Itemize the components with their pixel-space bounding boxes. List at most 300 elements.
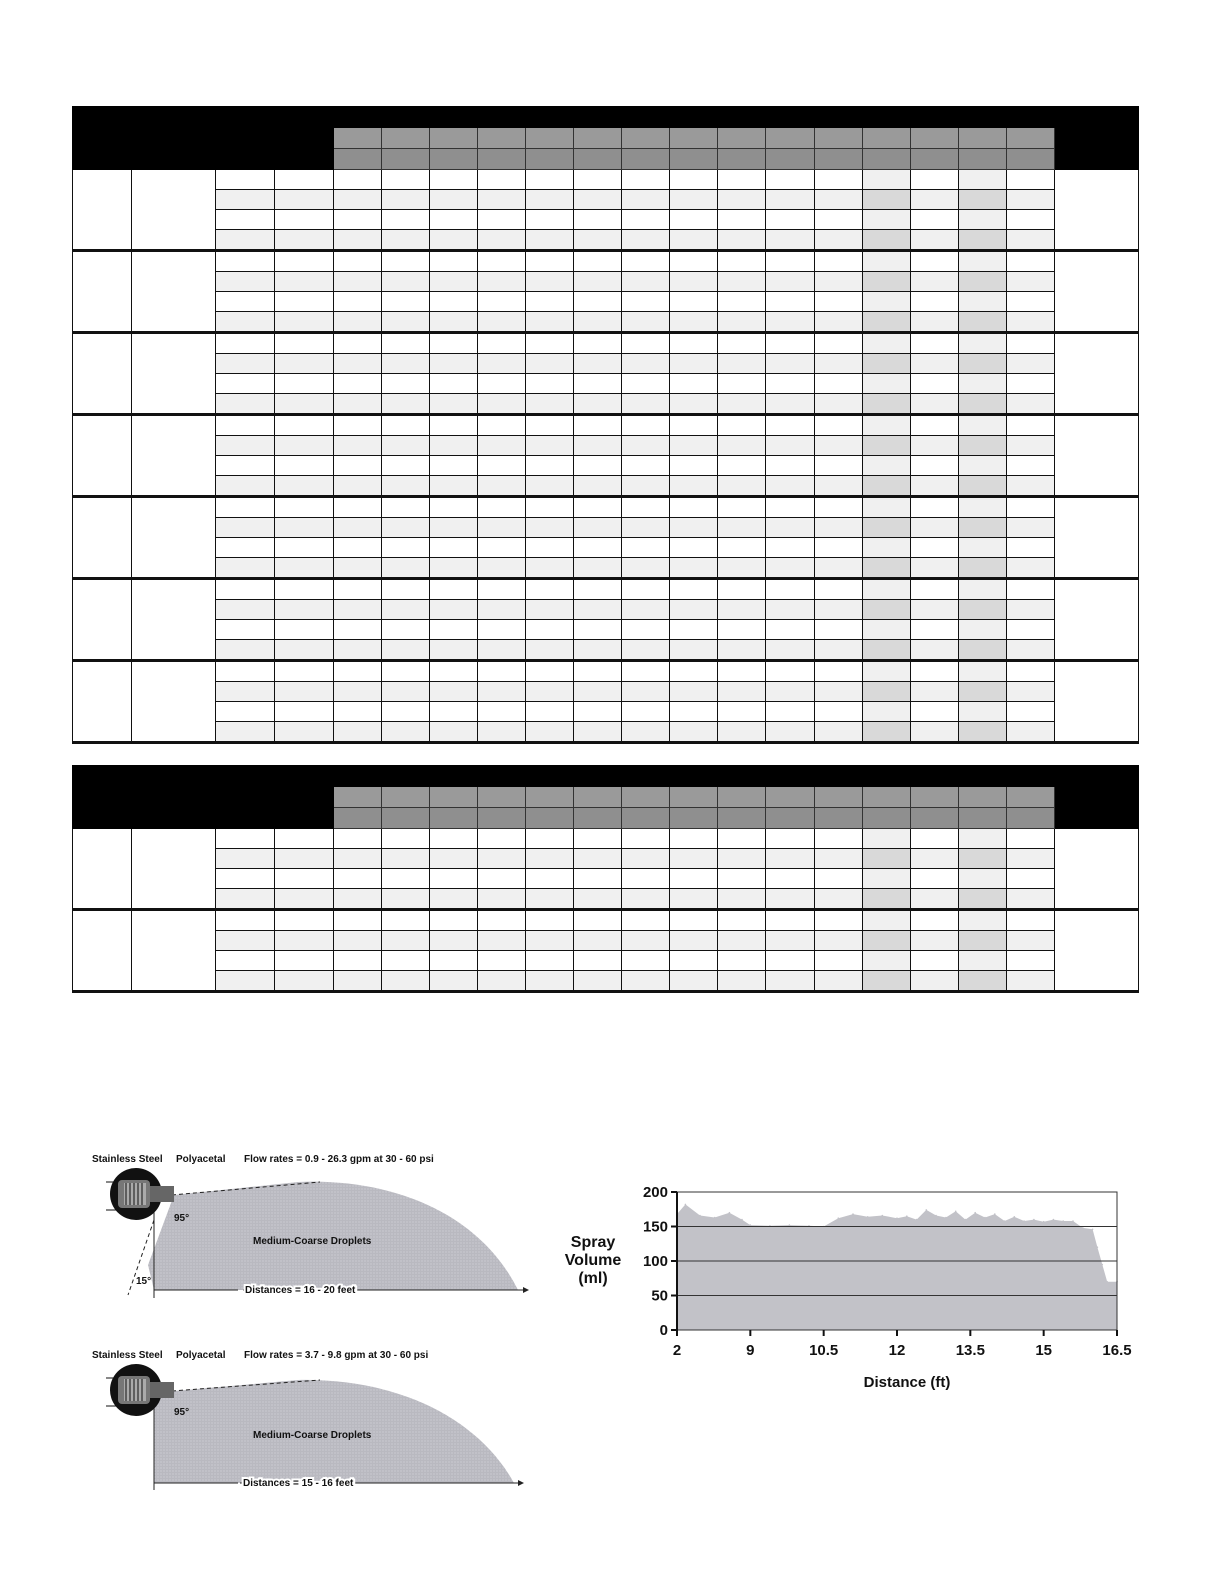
table-row <box>73 640 1139 661</box>
table-row <box>73 620 1139 640</box>
table-header-cell <box>958 787 1006 808</box>
table-cell <box>334 910 382 931</box>
table-group-cell <box>73 829 132 910</box>
table-cell <box>334 190 382 210</box>
table-header-cell <box>1006 128 1054 149</box>
table-cell <box>574 394 622 415</box>
table-cell <box>430 579 478 600</box>
table-cell <box>958 230 1006 251</box>
table-cell <box>958 682 1006 702</box>
table-cell <box>1006 230 1054 251</box>
table-cell <box>382 661 430 682</box>
y-tick-label: 50 <box>651 1287 668 1305</box>
table-cell <box>574 579 622 600</box>
table-cell <box>622 971 670 992</box>
table-cell <box>958 558 1006 579</box>
table-header-cell <box>73 808 132 829</box>
table-cell <box>766 190 814 210</box>
table-cell <box>526 394 574 415</box>
y-tick-label: 150 <box>642 1218 668 1236</box>
table-cell <box>334 210 382 230</box>
table-cell <box>718 292 766 312</box>
table-cell <box>862 518 910 538</box>
table-cell <box>718 333 766 354</box>
table-cell <box>1006 722 1054 743</box>
table-cell <box>718 971 766 992</box>
table-cell <box>216 640 275 661</box>
table-row <box>73 910 1139 931</box>
table-cell <box>958 661 1006 682</box>
table-cell <box>814 456 862 476</box>
table-header-cell <box>814 787 862 808</box>
table-cell <box>814 620 862 640</box>
table-cell <box>622 190 670 210</box>
table-cell <box>718 829 766 849</box>
table-cell <box>862 620 910 640</box>
table-header-cell <box>862 149 910 170</box>
table-cell <box>766 518 814 538</box>
data-point <box>926 1209 928 1211</box>
table-header-cell <box>766 787 814 808</box>
table-cell <box>718 272 766 292</box>
table-subheader-row <box>73 149 1139 170</box>
table-cell <box>766 640 814 661</box>
table-cell <box>574 661 622 682</box>
table-cell <box>766 272 814 292</box>
table-cell <box>478 538 526 558</box>
table-cell <box>718 579 766 600</box>
table-cell <box>862 889 910 910</box>
table-cell <box>1006 210 1054 230</box>
table-cell <box>216 869 275 889</box>
table-header-cell <box>430 149 478 170</box>
table-cell <box>574 272 622 292</box>
table-cell <box>910 292 958 312</box>
table-cell <box>574 251 622 272</box>
table-header-cell <box>1006 808 1054 829</box>
table-cell <box>275 292 334 312</box>
table-cell <box>526 436 574 456</box>
table-cell <box>334 374 382 394</box>
data-point <box>896 1217 898 1219</box>
table-cell <box>958 190 1006 210</box>
table-cell <box>526 497 574 518</box>
table-cell <box>334 682 382 702</box>
table-cell <box>814 931 862 951</box>
x-tick-label: 9 <box>746 1342 755 1359</box>
table-cell <box>622 702 670 722</box>
table-cell <box>478 415 526 436</box>
table-cell <box>574 312 622 333</box>
table-group-cell <box>132 829 216 910</box>
table-group-cell <box>73 579 132 661</box>
table-cell <box>526 951 574 971</box>
table-group-cell <box>1054 497 1138 579</box>
series-area <box>677 1204 1117 1330</box>
table-cell <box>910 722 958 743</box>
table-cell <box>275 951 334 971</box>
table-cell <box>275 702 334 722</box>
table-cell <box>958 579 1006 600</box>
table-cell <box>670 190 718 210</box>
table-cell <box>910 190 958 210</box>
table-cell <box>430 661 478 682</box>
table-cell <box>1006 170 1054 190</box>
table-cell <box>862 312 910 333</box>
table-cell <box>958 312 1006 333</box>
table-cell <box>216 620 275 640</box>
table-cell <box>275 829 334 849</box>
y-tick-label: 0 <box>659 1322 668 1339</box>
table-cell <box>766 558 814 579</box>
data-point <box>1004 1220 1006 1222</box>
nozzle-icon <box>106 1168 174 1220</box>
table-cell <box>910 910 958 931</box>
table-cell <box>334 702 382 722</box>
table-cell <box>670 456 718 476</box>
table-header-cell <box>216 149 275 170</box>
table-cell <box>670 292 718 312</box>
table-cell <box>814 722 862 743</box>
table-cell <box>275 354 334 374</box>
table-cell <box>430 951 478 971</box>
table-header-cell <box>814 149 862 170</box>
table-header-cell <box>958 128 1006 149</box>
table-cell <box>670 476 718 497</box>
table-cell <box>478 170 526 190</box>
table-row <box>73 312 1139 333</box>
table-cell <box>1006 910 1054 931</box>
table-cell <box>766 682 814 702</box>
table-cell <box>862 456 910 476</box>
table-cell <box>334 272 382 292</box>
table-cell <box>718 558 766 579</box>
table-cell <box>958 518 1006 538</box>
table-row <box>73 931 1139 951</box>
table-cell <box>574 538 622 558</box>
table-cell <box>814 333 862 354</box>
table-cell <box>814 476 862 497</box>
table-cell <box>862 354 910 374</box>
table-cell <box>670 889 718 910</box>
table-cell <box>670 640 718 661</box>
data-point <box>1033 1219 1035 1221</box>
table-cell <box>958 272 1006 292</box>
table-cell <box>275 170 334 190</box>
table-row <box>73 374 1139 394</box>
table-cell <box>766 620 814 640</box>
table-cell <box>766 910 814 931</box>
table-cell <box>910 354 958 374</box>
table-cell <box>216 312 275 333</box>
table-cell <box>814 497 862 518</box>
table-group-cell <box>1054 910 1138 992</box>
table-cell <box>430 910 478 931</box>
table-cell <box>275 579 334 600</box>
table-cell <box>862 558 910 579</box>
table-cell <box>216 456 275 476</box>
table-cell <box>718 702 766 722</box>
table-row <box>73 230 1139 251</box>
table-cell <box>766 600 814 620</box>
data-point <box>1062 1220 1064 1222</box>
table-header-cell <box>73 787 132 808</box>
table-cell <box>862 661 910 682</box>
table-cell <box>382 889 430 910</box>
table-header-row <box>73 128 1139 149</box>
table-cell <box>958 640 1006 661</box>
table-cell <box>958 292 1006 312</box>
table-cell <box>334 436 382 456</box>
table-cell <box>862 272 910 292</box>
table-cell <box>814 682 862 702</box>
data-point <box>714 1217 716 1219</box>
table-cell <box>334 640 382 661</box>
table-row <box>73 722 1139 743</box>
table-cell <box>478 620 526 640</box>
table-cell <box>766 210 814 230</box>
table-cell <box>1006 558 1054 579</box>
data-point <box>1106 1281 1108 1283</box>
table-cell <box>216 518 275 538</box>
table-header-cell <box>526 149 574 170</box>
table-cell <box>862 476 910 497</box>
table-header-cell <box>73 149 132 170</box>
table-group-cell <box>73 170 132 251</box>
table-cell <box>1006 579 1054 600</box>
table-cell <box>862 702 910 722</box>
table-cell <box>910 682 958 702</box>
table-cell <box>766 889 814 910</box>
table-cell <box>1006 518 1054 538</box>
table-cell <box>1006 497 1054 518</box>
y-tick-label: 100 <box>642 1253 668 1270</box>
table-row <box>73 354 1139 374</box>
chart-area-layer <box>676 1204 1118 1330</box>
table-cell <box>718 869 766 889</box>
data-point <box>974 1212 976 1214</box>
table-cell <box>216 415 275 436</box>
table-cell <box>478 476 526 497</box>
table-cell <box>430 354 478 374</box>
table-header-cell <box>430 787 478 808</box>
table-cell <box>622 661 670 682</box>
table-cell <box>766 415 814 436</box>
table-cell <box>574 518 622 538</box>
material-label-steel: Stainless Steel <box>92 1350 163 1361</box>
data-point <box>994 1213 996 1215</box>
table-cell <box>382 456 430 476</box>
table-cell <box>526 869 574 889</box>
table-group-cell <box>1054 170 1138 251</box>
table-cell <box>275 889 334 910</box>
flow-rate-label: Flow rates = 0.9 - 26.3 gpm at 30 - 60 psi <box>244 1154 434 1165</box>
table-cell <box>574 951 622 971</box>
table-cell <box>1006 682 1054 702</box>
y-axis-label-line-3: (ml) <box>578 1270 608 1287</box>
table-cell <box>718 251 766 272</box>
table-header-cell <box>958 808 1006 829</box>
material-label-poly: Polyacetal <box>176 1154 226 1165</box>
table-header-cell <box>574 808 622 829</box>
table-cell <box>478 497 526 518</box>
table-row <box>73 456 1139 476</box>
table-cell <box>216 230 275 251</box>
table-cell <box>334 497 382 518</box>
angle-label: 95° <box>174 1213 190 1224</box>
table-cell <box>622 230 670 251</box>
table-row <box>73 600 1139 620</box>
table-cell <box>718 312 766 333</box>
table-cell <box>526 230 574 251</box>
table-cell <box>526 682 574 702</box>
table-cell <box>574 682 622 702</box>
table-cell <box>766 971 814 992</box>
table-cell <box>1006 292 1054 312</box>
table-cell <box>910 869 958 889</box>
distance-label: Distances = 15 - 16 feet <box>243 1478 354 1489</box>
table-group-cell <box>132 497 216 579</box>
table-cell <box>275 849 334 869</box>
table-cell <box>382 272 430 292</box>
table-group-cell <box>73 415 132 497</box>
data-point <box>1014 1216 1016 1218</box>
table-cell <box>958 889 1006 910</box>
table-cell <box>574 829 622 849</box>
table-cell <box>670 354 718 374</box>
table-cell <box>766 702 814 722</box>
table-cell <box>622 497 670 518</box>
table-header-cell <box>622 149 670 170</box>
table-cell <box>526 849 574 869</box>
table-cell <box>622 849 670 869</box>
table-cell <box>574 702 622 722</box>
table-cell <box>574 190 622 210</box>
data-point <box>1102 1264 1104 1266</box>
table-group-cell <box>1054 579 1138 661</box>
table-cell <box>574 374 622 394</box>
table-cell <box>718 394 766 415</box>
table-cell <box>670 518 718 538</box>
table-header-cell <box>334 808 382 829</box>
table-cell <box>910 312 958 333</box>
table-cell <box>862 538 910 558</box>
table-header-cell <box>430 128 478 149</box>
table-cell <box>334 415 382 436</box>
table-header-cell <box>862 787 910 808</box>
table-cell <box>574 971 622 992</box>
table-header-cell <box>910 787 958 808</box>
table-cell <box>622 722 670 743</box>
table-cell <box>1006 374 1054 394</box>
table-cell <box>718 456 766 476</box>
table-cell <box>574 931 622 951</box>
table-cell <box>766 456 814 476</box>
table-row <box>73 210 1139 230</box>
table-cell <box>526 620 574 640</box>
table-row <box>73 869 1139 889</box>
table-cell <box>275 190 334 210</box>
table-cell <box>766 394 814 415</box>
table-cell <box>670 210 718 230</box>
table-header-cell <box>1054 128 1138 149</box>
table-header-cell <box>910 808 958 829</box>
table-cell <box>478 354 526 374</box>
table-cell <box>430 518 478 538</box>
table-cell <box>382 230 430 251</box>
table-header-cell <box>275 149 334 170</box>
table-header-cell <box>574 128 622 149</box>
table-cell <box>275 272 334 292</box>
table-cell <box>526 538 574 558</box>
table-group-cell <box>132 333 216 415</box>
table-cell <box>216 190 275 210</box>
table-header-cell <box>670 808 718 829</box>
table-header-cell <box>382 128 430 149</box>
table-cell <box>216 538 275 558</box>
table-cell <box>478 702 526 722</box>
table-cell <box>910 476 958 497</box>
table-cell <box>862 971 910 992</box>
table-cell <box>718 476 766 497</box>
table-cell <box>275 682 334 702</box>
table-cell <box>814 354 862 374</box>
table-row <box>73 971 1139 992</box>
table-header-cell <box>478 808 526 829</box>
table-cell <box>430 620 478 640</box>
data-point <box>1023 1220 1025 1222</box>
table-cell <box>574 436 622 456</box>
table-cell <box>718 661 766 682</box>
data-point <box>965 1219 967 1221</box>
table-cell <box>670 829 718 849</box>
table-header-cell <box>1054 808 1138 829</box>
table-cell <box>216 661 275 682</box>
table-group-cell <box>132 170 216 251</box>
table-cell <box>382 190 430 210</box>
table-cell <box>430 436 478 456</box>
data-point <box>729 1212 731 1214</box>
table-cell <box>670 722 718 743</box>
table-cell <box>958 170 1006 190</box>
table-cell <box>275 558 334 579</box>
table-group-cell <box>73 661 132 743</box>
table-cell <box>670 251 718 272</box>
table-cell <box>1006 702 1054 722</box>
table-cell <box>862 292 910 312</box>
table-cell <box>382 292 430 312</box>
table-group-cell <box>73 910 132 992</box>
table-cell <box>1006 272 1054 292</box>
table-cell <box>216 354 275 374</box>
table-header-cell <box>958 149 1006 170</box>
table-cell <box>958 476 1006 497</box>
table-cell <box>910 640 958 661</box>
table-cell <box>814 869 862 889</box>
table-cell <box>334 292 382 312</box>
table-cell <box>334 312 382 333</box>
table-cell <box>862 190 910 210</box>
table-row <box>73 849 1139 869</box>
table-cell <box>622 354 670 374</box>
table-cell <box>216 292 275 312</box>
table-header-cell <box>334 149 382 170</box>
table-cell <box>910 600 958 620</box>
table-cell <box>814 849 862 869</box>
table-cell <box>718 910 766 931</box>
table-cell <box>382 170 430 190</box>
table-cell <box>1006 354 1054 374</box>
